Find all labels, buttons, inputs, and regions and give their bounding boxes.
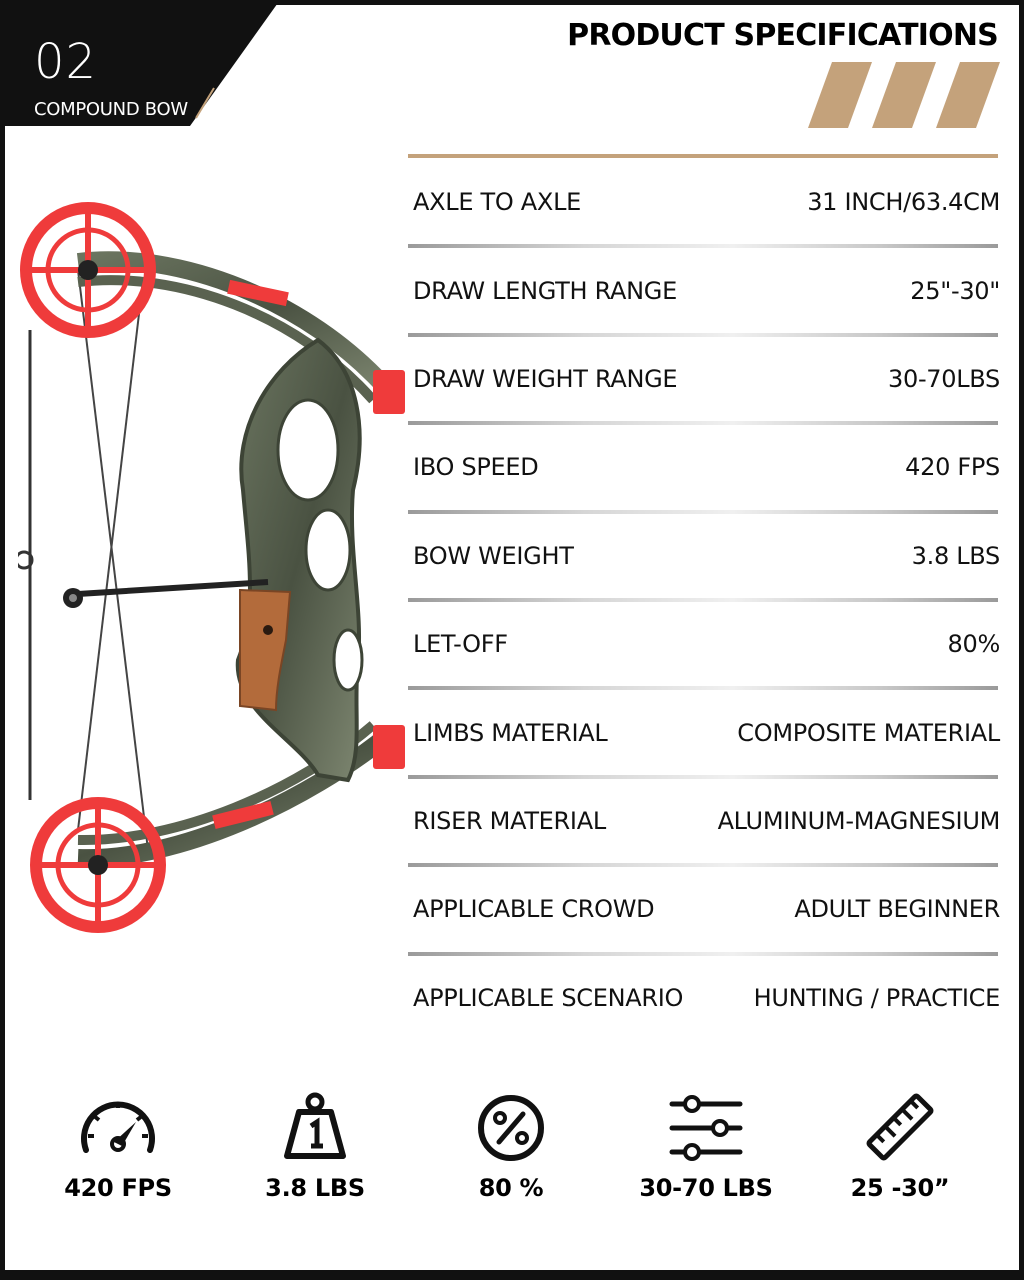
sliders-icon (666, 1090, 746, 1164)
spec-key: LET-OFF (413, 630, 508, 659)
feature-letoff (411, 1090, 611, 1202)
feature-label: 30-70 LBS (639, 1174, 773, 1202)
spec-key: DRAW LENGTH RANGE (413, 276, 677, 305)
feature-draw-length (800, 1090, 1000, 1202)
spec-row (408, 777, 1000, 865)
spec-value: ALUMINUM-MAGNESIUM (717, 806, 1000, 835)
feature-icons (0, 1090, 1024, 1210)
spec-value: 25"-30" (910, 276, 1000, 305)
spec-row (408, 423, 1000, 511)
spec-key: IBO SPEED (413, 453, 539, 482)
spec-value: 3.8 LBS (911, 541, 1000, 570)
feature-speed (18, 1090, 218, 1202)
feature-label: 420 FPS (64, 1174, 172, 1202)
spec-row (408, 688, 1000, 776)
spec-key: LIMBS MATERIAL (413, 718, 608, 747)
spec-key: APPLICABLE SCENARIO (413, 983, 684, 1012)
percent-icon (471, 1090, 551, 1164)
spec-key: APPLICABLE CROWD (413, 895, 655, 924)
spec-value: 420 FPS (905, 453, 1000, 482)
feature-label: 80 % (478, 1174, 544, 1202)
spec-value: ADULT BEGINNER (794, 895, 1000, 924)
spec-row (408, 512, 1000, 600)
model-badge (0, 0, 290, 126)
spec-row (408, 600, 1000, 688)
page-title: PRODUCT SPECIFICATIONS (567, 18, 998, 53)
feature-label: 3.8 LBS (265, 1174, 365, 1202)
spec-key: AXLE TO AXLE (413, 188, 581, 217)
spec-row (408, 865, 1000, 953)
spec-row (408, 954, 1000, 1042)
spec-row (408, 158, 1000, 246)
spec-row (408, 246, 1000, 334)
badge-number: 02 (34, 34, 98, 90)
bottom-bar (0, 1270, 1024, 1280)
spec-row (408, 335, 1000, 423)
spec-table (408, 158, 1000, 1042)
speedometer-icon (78, 1090, 158, 1164)
spec-value: 30-70LBS (888, 364, 1000, 393)
spec-value: 31 INCH/63.4CM (807, 188, 1000, 217)
spec-key: RISER MATERIAL (413, 806, 606, 835)
badge-label: COMPOUND BOW (34, 99, 188, 120)
spec-value: 80% (947, 630, 1000, 659)
weight-icon (275, 1090, 355, 1164)
spec-value: HUNTING / PRACTICE (753, 983, 1000, 1012)
feature-weight (215, 1090, 415, 1202)
feature-label: 25 -30” (850, 1174, 950, 1202)
spec-key: BOW WEIGHT (413, 541, 574, 570)
spec-key: DRAW WEIGHT RANGE (413, 364, 678, 393)
ruler-icon (860, 1090, 940, 1164)
spec-value: COMPOSITE MATERIAL (737, 718, 1000, 747)
decorative-stripes (808, 62, 1002, 128)
feature-draw-weight (606, 1090, 806, 1202)
compound-bow-image (18, 190, 418, 940)
